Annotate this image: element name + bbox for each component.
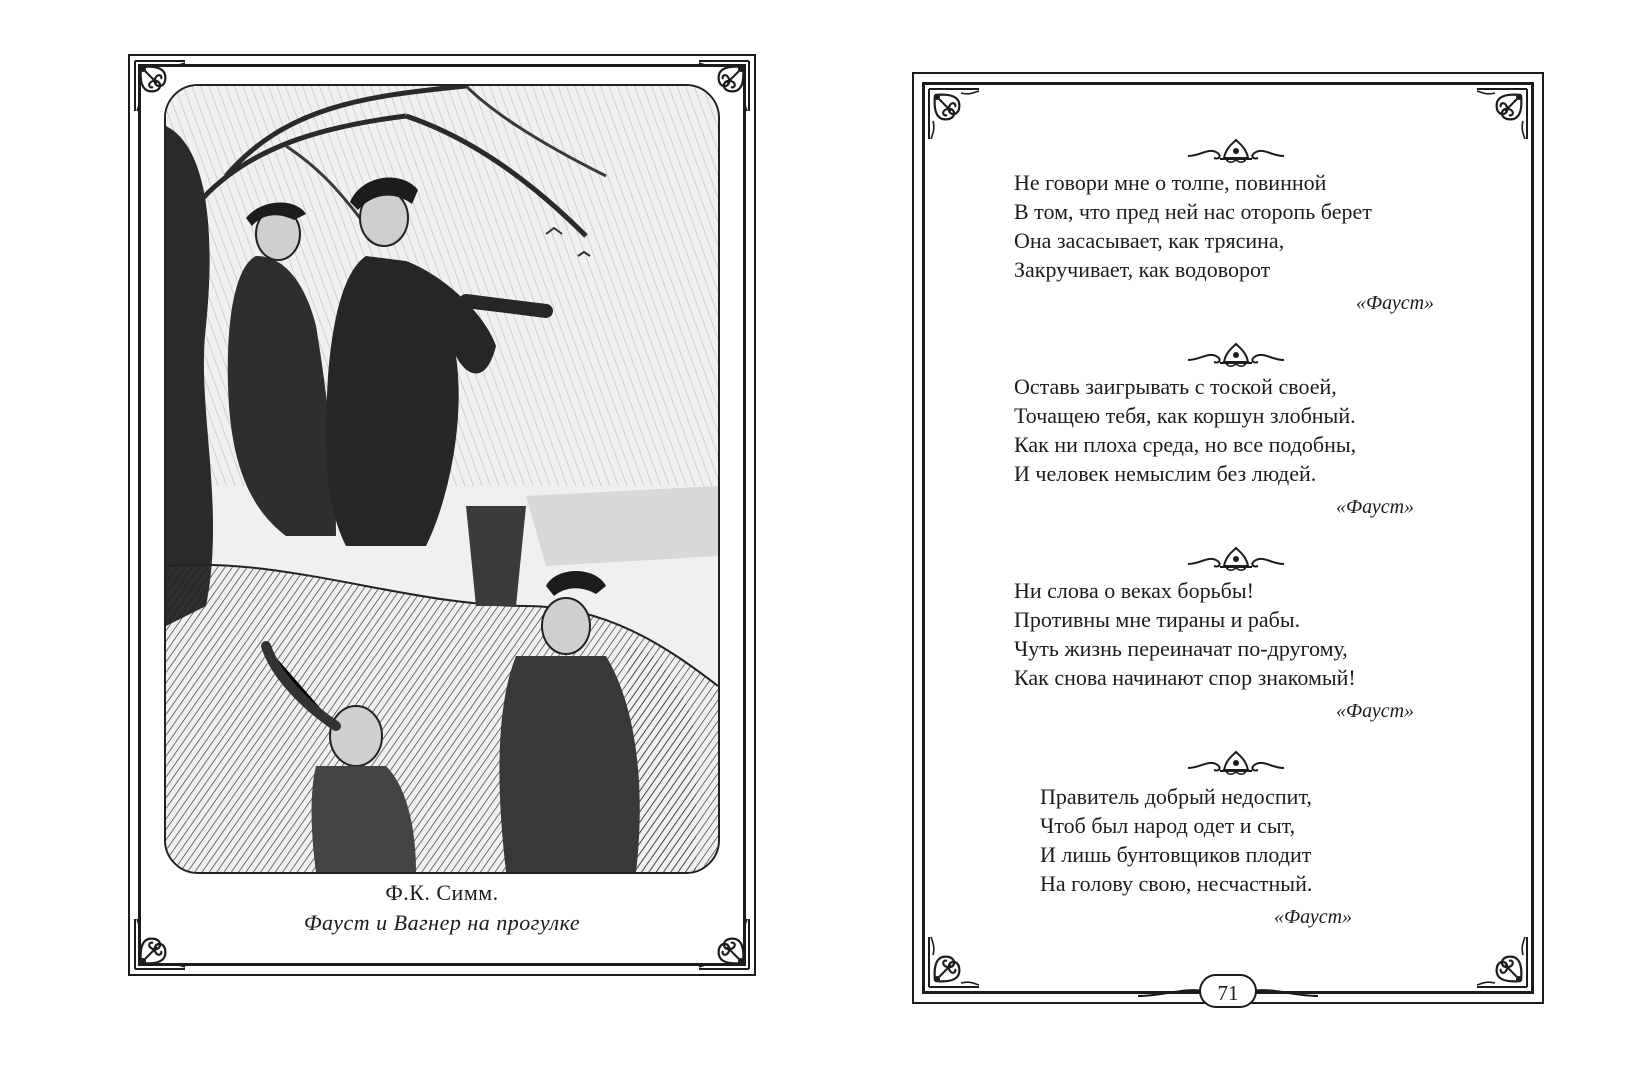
stanza-line: Правитель добрый недоспит,	[1040, 784, 1312, 809]
stanza-line: Ни слова о веках борьбы!	[1014, 578, 1254, 603]
stanza-line: Как ни плоха среда, но все подобны,	[1014, 432, 1357, 457]
stanza-attribution: «Фауст»	[1356, 292, 1435, 314]
right-page	[826, 0, 1652, 1080]
stanza-line: И лишь бунтовщиков плодит	[1040, 842, 1312, 867]
stanza-line: На голову свою, несчастный.	[1040, 871, 1313, 896]
stanza-attribution: «Фауст»	[1336, 700, 1415, 722]
stanza-divider-icon	[1186, 544, 1286, 572]
stanza-line: Точащею тебя, как коршун злобный.	[1014, 403, 1356, 428]
stanza-attribution: «Фауст»	[1336, 496, 1415, 518]
illustration-caption	[170, 878, 714, 938]
stanza-line: Как снова начинают спор знакомый!	[1014, 665, 1356, 690]
stanza-line: Она засасывает, как трясина,	[1014, 228, 1285, 253]
caption-author: Ф.К. Симм.	[385, 880, 499, 905]
stanza-line: Противны мне тираны и рабы.	[1014, 607, 1301, 632]
corner-ornament-icon	[1473, 933, 1531, 991]
faust-wagner-engraving-icon	[166, 86, 718, 872]
stanza-line: Закручивает, как водоворот	[1014, 257, 1271, 282]
stanza-2	[1014, 372, 1356, 488]
stanza-divider-icon	[1186, 136, 1286, 164]
stanza-4	[1040, 782, 1312, 898]
corner-ornament-icon	[1473, 85, 1531, 143]
stanza-line: И человек немыслим без людей.	[1014, 461, 1317, 486]
stanza-divider-icon	[1186, 340, 1286, 368]
stanza-line: Чуть жизнь переиначат по-другому,	[1014, 636, 1348, 661]
stanza-line: В том, что пред ней нас оторопь берет	[1014, 199, 1372, 224]
stanza-1	[1014, 168, 1372, 284]
stanza-line: Оставь заигрывать с тоской своей,	[1014, 374, 1337, 399]
engraving-illustration	[164, 84, 720, 874]
stanza-line: Чтоб был народ одет и сыт,	[1040, 813, 1296, 838]
caption-title: Фауст и Вагнер на прогулке	[303, 910, 581, 935]
corner-ornament-icon	[925, 933, 983, 991]
corner-ornament-icon	[925, 85, 983, 143]
stanza-divider-icon	[1186, 748, 1286, 776]
stanza-attribution: «Фауст»	[1274, 906, 1353, 928]
page-number: 71	[1199, 974, 1257, 1008]
stanza-3	[1014, 576, 1356, 692]
stanza-line: Не говори мне о толпе, повинной	[1014, 170, 1327, 195]
